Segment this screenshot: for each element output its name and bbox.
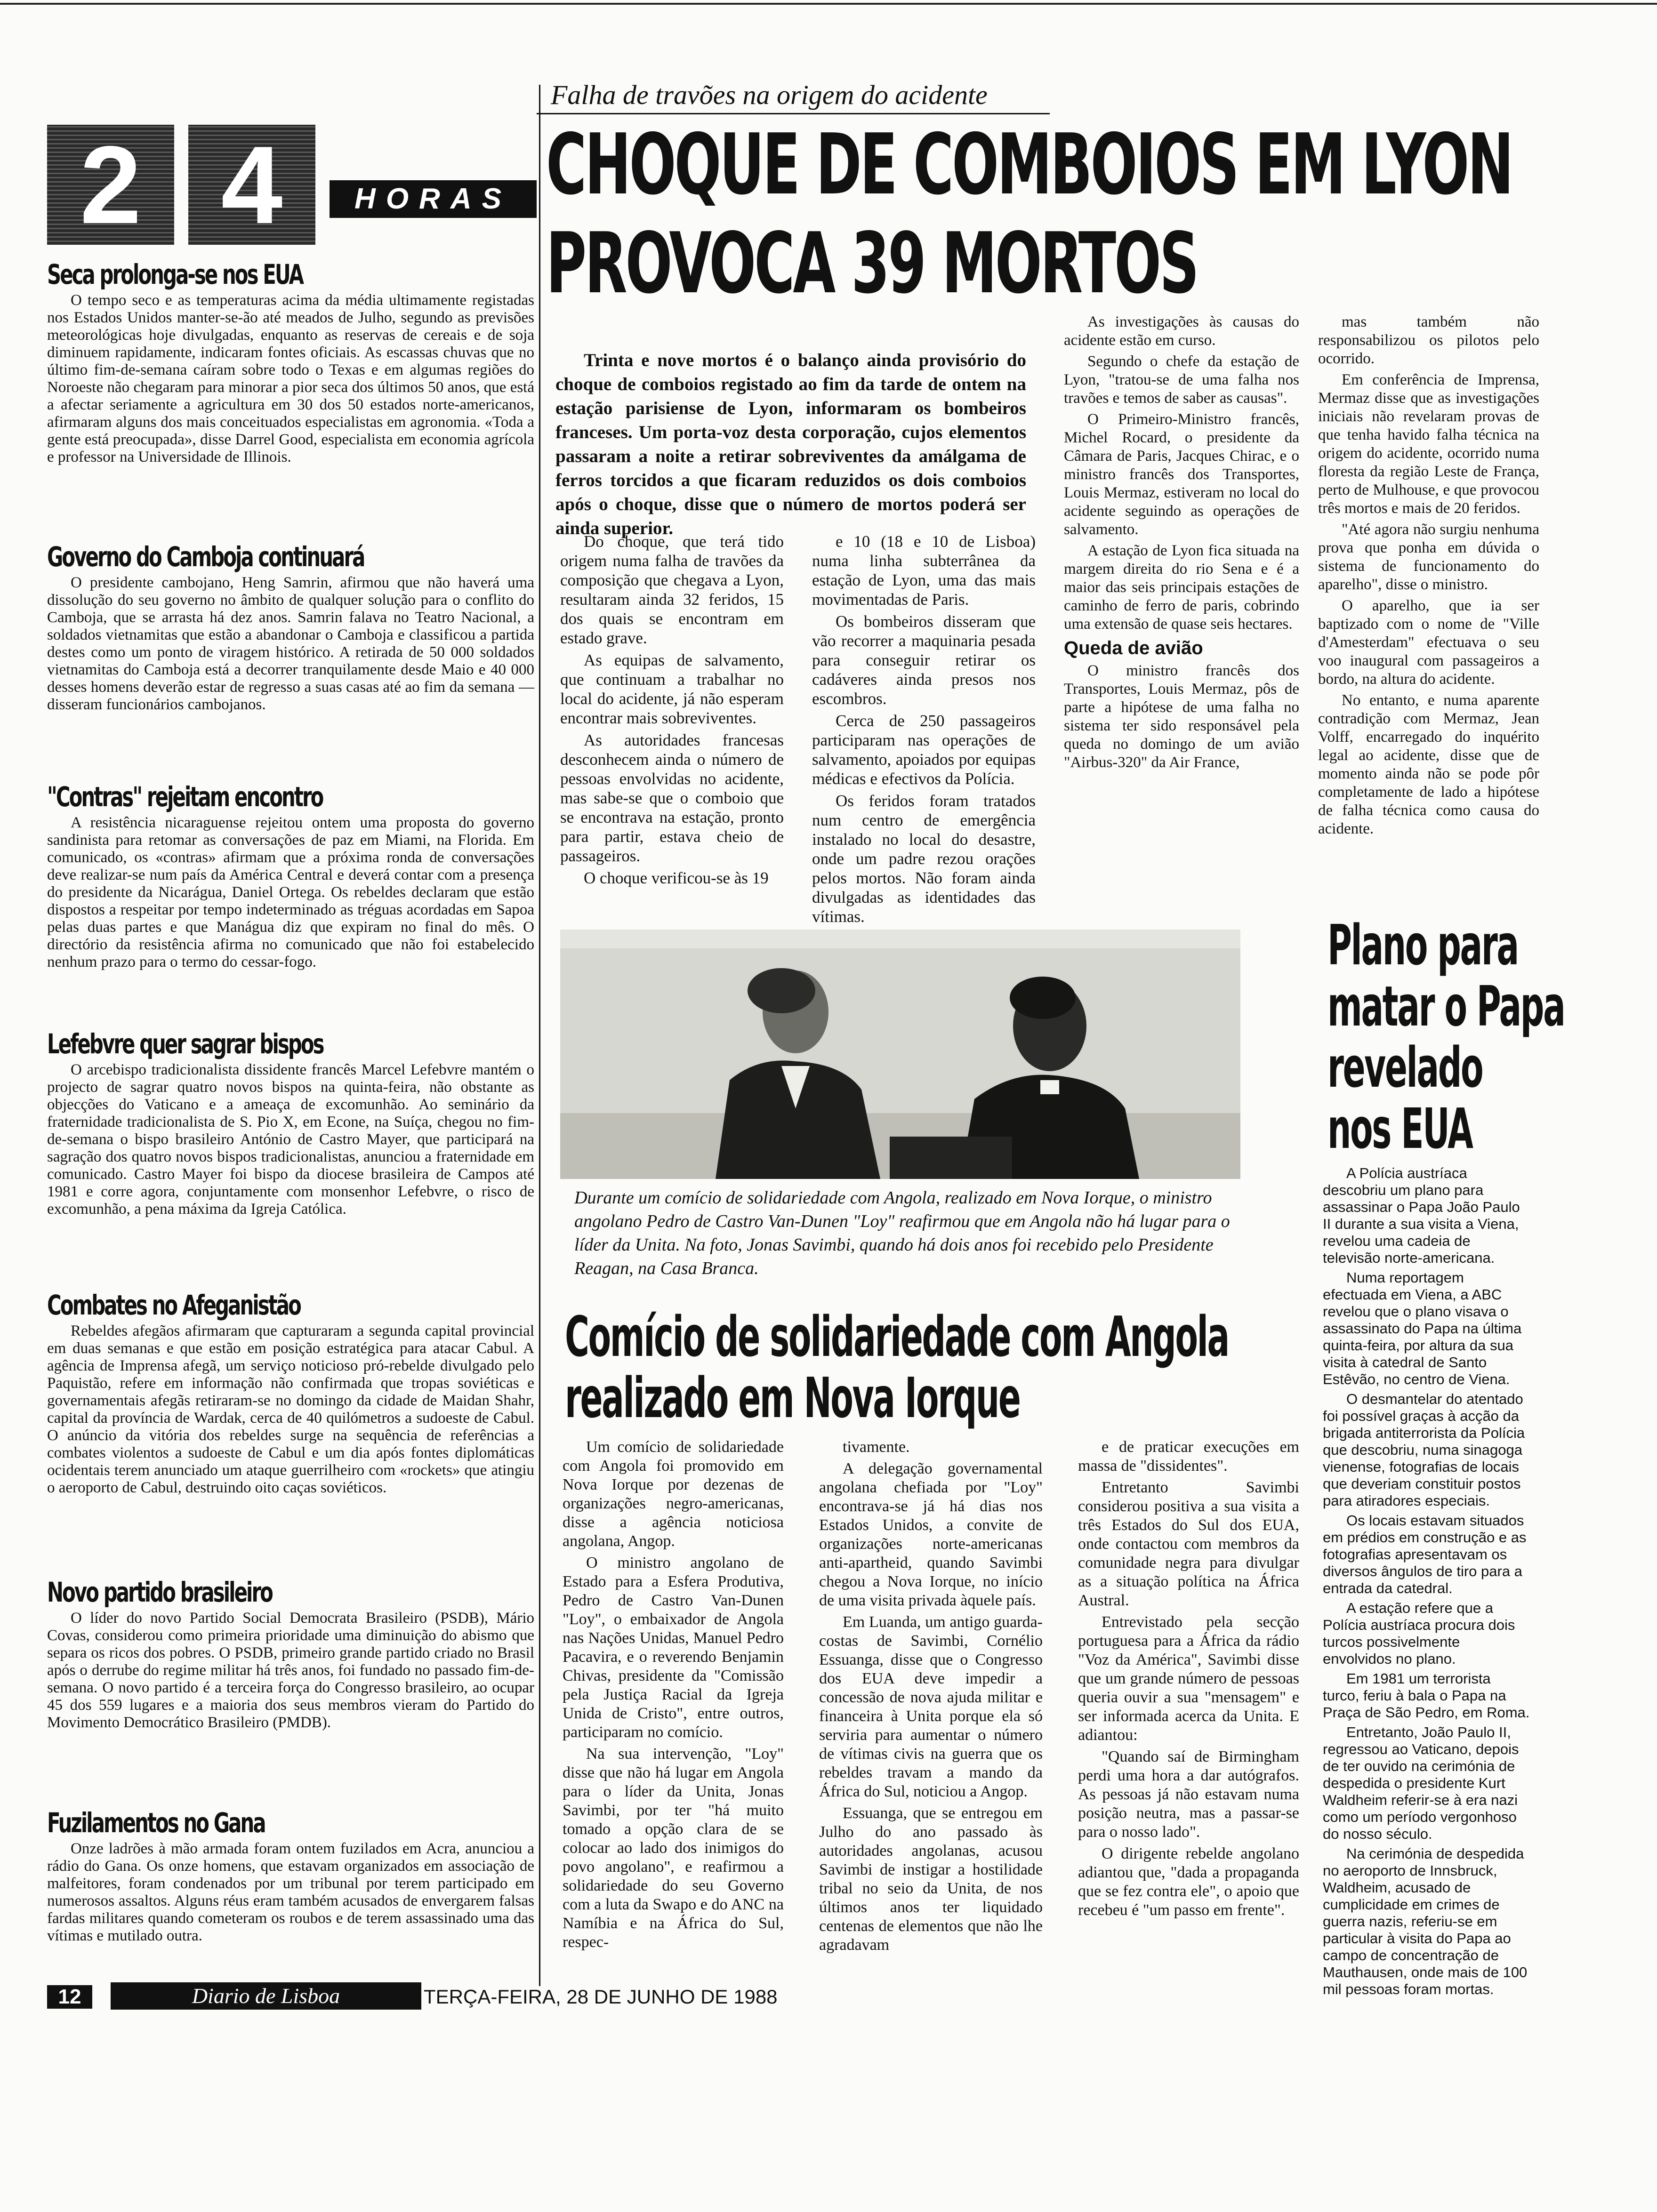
logo-label: HORAS xyxy=(330,180,537,218)
papa-headline-line-3: revelado xyxy=(1327,1035,1483,1100)
left-story-5 xyxy=(47,1290,534,1497)
paragraph: O desmantelar do atentado foi possível graças à acção da brigada antiterrorista da Polícia que descobriu, numa sinagoga vienense, fotografias de locais que deveriam constituir postos para atiradores especiais. xyxy=(1323,1391,1525,1509)
column-rule xyxy=(539,85,540,1986)
angola-column-1 xyxy=(563,1438,784,1955)
left-story-body: A resistência nicaraguense rejeitou ontem uma proposta do governo sandinista para retomar as conversações de paz em Miami, na Florida. Em comunicado, os «contras» afirmam que a próxima ronda de conversações deve realizar-se num país da América Central e deverá contar com a presença do presidente da Nicarágua, Daniel Ortega. Os rebeldes declaram que estão dispostos a respeitar por tempo indeterminado as tréguas acordadas em Sapoa pelas duas partes e que Manágua diz que expiram no final do mês. O directório da resistência afirma no comunicado que não foi estabelecido nenhum prazo para o termo do cessar-fogo. xyxy=(47,814,534,970)
paragraph: Cerca de 250 passageiros participaram nas operações de salvamento, apoiados por equipas médicas e efectivos da Polícia. xyxy=(812,712,1036,788)
angola-column-2 xyxy=(819,1438,1043,1957)
left-story-headline: Seca prolonga-se nos EUA xyxy=(47,258,303,290)
paragraph: A estação de Lyon fica situada na margem direita do rio Sena e é a maior das seis principais estações de caminho de ferro de paris, cobrindo uma extensão de quase seis hectares. xyxy=(1064,542,1299,633)
papa-column xyxy=(1323,1165,1530,2001)
photo-caption: Durante um comício de solidariedade com Angola, realizado em Nova Iorque, o ministro angolano Pedro de Castro Van-Dunen "Loy" reafirmou que em Angola não há lugar para o líder da Unita. Na foto, Jonas Savimbi, quando há dois anos foi recebido pelo Presidente Reagan, na Casa Branca. xyxy=(574,1188,1230,1278)
main-lead: Trinta e nove mortos é o balanço ainda provisório do choque de comboios registado ao fim da tarde de ontem na estação parisiense de Lyon, informaram os bombeiros franceses. Um porta-voz desta corporação, cujos elementos passaram a noite a retirar sobreviventes da amálgama de ferros torcidos a que ficaram reduzidos os dois comboios após o choque, disse que o número de mortos poderá ser ainda superior. xyxy=(555,350,1026,538)
paragraph: Na cerimónia de despedida no aeroporto de Innsbruck, Waldheim, acusado de cumplicidade em crimes de guerra nazis, referiu-se em particular à visita do Papa ao campo de concentração de Mauthausen, onde mais de 100 mil pessoas foram mortas. xyxy=(1323,1845,1528,1997)
paragraph: tivamente. xyxy=(843,1438,910,1456)
paragraph: mas também não responsabilizou os pilotos pelo ocorrido. xyxy=(1318,313,1539,367)
main-headline-line-2: PROVOCA 39 MORTOS xyxy=(546,215,1198,312)
paragraph: A delegação governamental angolana chefiada por "Loy" encontrava-se já há dias nos Estados Unidos, a convite de organizações norte-americanas anti-apartheid, quando Savimbi chegou a Nova Iorque, no início de uma visita privada àquele país. xyxy=(819,1460,1043,1609)
left-story-body: O presidente cambojano, Heng Samrin, afirmou que não haverá uma dissolução do seu governo no âmbito de qualquer solução para o conflito do Camboja, que se arrasta há dez anos. Samrin falava no Teatro Nacional, a soldados vietnamitas que estão a abandonar o Camboja e classificou a partida destes como um ponto de viragem histórico. A retirada de 50 000 soldados vietnamitas do Camboja está a decorrer tranquilamente desde Maio e 40 000 desses homens deverão estar de regresso a suas casas até ao fim da semana — disseram funcionários cambojanos. xyxy=(47,574,534,713)
paragraph: As equipas de salvamento, que continuam a trabalhar no local do acidente, já não esperam encontrar mais sobreviventes. xyxy=(560,651,784,727)
left-story-body: O arcebispo tradicionalista dissidente francês Marcel Lefebvre mantém o projecto de sagrar quatro novos bispos na quinta-feira, não obstante as objecções do Vaticano e a ameaça de excomunhão. Ao seminário da fraternidade tradicionalista de S. Pio X, em Econe, na Suíça, chegou no fim-de-semana o bispo brasileiro António de Castro Mayer, que participará na sagração dos quatro novos bispos tradicionalistas, anunciou a fraternidade em comunicado. Castro Mayer foi bispo da diocese brasileira de Campos até 1981 e corre agora, conjuntamente com monsenhor Lefebvre, o risco de excomunhão, a pena máxima da Igreja Católica. xyxy=(47,1061,534,1218)
paragraph: As investigações às causas do acidente estão em curso. xyxy=(1064,313,1299,349)
paragraph: Os bombeiros disseram que vão recorrer a maquinaria pesada para conseguir retirar os cadáveres ainda presos nos escombros. xyxy=(812,612,1036,708)
paragraph: O ministro francês dos Transportes, Louis Mermaz, pôs de parte a hipótese de uma falha no sistema ter sido responsável pela queda no domingo de um avião "Airbus-320" da Air France, xyxy=(1064,662,1299,771)
left-story-body: O tempo seco e as temperaturas acima da média ultimamente registadas nos Estados Unidos manter-se-ão até meados de Julho, segundo as previsões meteorológicas hoje divulgadas, enquanto as reservas de cereais e de soja diminuem rapidamente, indicaram fontes oficiais. As escassas chuvas que no último fim-de-semana caíram sobre todo o Texas e em algumas regiões do Noroeste não chegaram para minorar a pior seca dos últimos 50 anos, que está a afectar seriamente a agricultura em 30 dos 50 estados norte-americanos, afirmaram alguns dos mais conceituados especialistas em agronomia. «Toda a gente está preocupada», disse Darrel Good, especialista em economia agrícola e professor na Universidade de Illinois. xyxy=(47,292,534,465)
paragraph: No entanto, e numa aparente contradição com Mermaz, Jean Volff, encarregado do inquérito legal ao acidente, disse que de momento ainda não se pode pôr completamente de lado a hipótese de falha técnica como causa do acidente. xyxy=(1318,692,1539,837)
section-logo xyxy=(47,125,534,245)
paragraph: Em Luanda, um antigo guarda-costas de Savimbi, Cornélio Essuanga, disse que o Congresso dos EUA deve impedir a concessão de nova ajuda militar e financeira à Unita porque ela só serviria para aumentar o número de vítimas civis na guerra que os rebeldes travam a mando da África do Sul, noticiou a Angop. xyxy=(819,1613,1043,1800)
main-column-2 xyxy=(812,532,1036,929)
left-story-body: Onze ladrões à mão armada foram ontem fuzilados em Acra, anunciou a rádio do Gana. Os onze homens, que estavam organizados em associação de malfeitores, foram condenados por um tribunal por terem participado em numerosos assaltos. Alguns réus eram também acusados de envergarem falsas fardas militares quando cometeram os roubos e de terem assassinado uma das vítimas e mutilado outra. xyxy=(47,1840,534,1944)
paragraph: Entretanto Savimbi considerou positiva a sua visita a três Estados do Sul dos EUA, onde contactou com membros da comunidade negra para divulgar as a situação política na África Austral. xyxy=(1078,1479,1299,1609)
photo-illustration xyxy=(560,930,1240,1179)
paragraph: Essuanga, que se entregou em Julho do ano passado às autoridades angolanas, acusou Savimbi de instigar a hostilidade tribal no seio da Unita, de nos últimos anos ter liquidado centenas de elementos que não lhe agradavam xyxy=(819,1804,1043,1954)
main-column-4 xyxy=(1318,313,1539,841)
left-story-headline: Lefebvre quer sagrar bispos xyxy=(47,1028,323,1060)
left-story-2 xyxy=(47,541,534,713)
paragraph: Numa reportagem efectuada em Viena, a ABC revelou que o plano visava o assassinato do Papa na última quinta-feira, por altura da sua visita à catedral de Santo Estêvão, no centro de Viena. xyxy=(1323,1269,1522,1387)
left-story-headline: Fuzilamentos no Gana xyxy=(47,1807,265,1839)
paragraph: O dirigente rebelde angolano adiantou que, "dada a propaganda que se fez contra ele", o apoio que recebeu é "um passo em frente". xyxy=(1078,1845,1299,1919)
paragraph: e 10 (18 e 10 de Lisboa) numa linha subterrânea da estação de Lyon, uma das mais movimentadas de Paris. xyxy=(812,532,1036,609)
paragraph: Os feridos foram tratados num centro de emergência instalado no local do desastre, onde um padre rezou orações pelos mortos. Não foram ainda divulgadas as identidades das vítimas. xyxy=(812,792,1036,926)
left-story-3 xyxy=(47,781,534,971)
main-kicker: Falha de travões na origem do acidente xyxy=(551,80,988,110)
logo-digit-1: 2 xyxy=(47,125,174,245)
page-footer xyxy=(47,1981,778,2011)
papa-headline-line-1: Plano para xyxy=(1327,913,1518,978)
paragraph: A Polícia austríaca descobriu um plano para assassinar o Papa João Paulo II durante a sua visita a Viena, revelou uma cadeia de televisão norte-americana. xyxy=(1323,1165,1520,1266)
angola-headline-line-2: realizado em Nova Iorque xyxy=(565,1365,1020,1430)
paragraph: e de praticar execuções em massa de "dissidentes". xyxy=(1078,1438,1299,1475)
paragraph: Entrevistado pela secção portuguesa para a África da rádio "Voz da América", Savimbi disse que um grande número de pessoas queria ouvir a sua "mensagem" e ser informada acerca da Unita. E adiantou: xyxy=(1078,1613,1299,1744)
main-column-1 xyxy=(560,532,784,890)
paragraph: Do choque, que terá tido origem numa falha de travões da composição que chegava a Lyon, resultaram ainda 32 feridos, 15 dos quais se encontram em estado grave. xyxy=(560,532,784,647)
left-story-7 xyxy=(47,1807,534,1945)
left-story-headline: Governo do Camboja continuará xyxy=(47,541,364,573)
main-headline-line-1: CHOQUE DE COMBOIOS EM LYON xyxy=(546,116,1512,213)
paragraph: Em conferência de Imprensa, Mermaz disse que as investigações iniciais não revelaram provas de que tenha havido falha técnica na origem do acidente, ocorrido numa floresta da região Leste de França, perto de Mulhouse, e que provocou três mortos e mais de 20 feridos. xyxy=(1318,371,1539,517)
paragraph: Segundo o chefe da estação de Lyon, "tratou-se de uma falha nos travões e temos de saber as causas". xyxy=(1064,353,1299,407)
left-story-headline: Combates no Afeganistão xyxy=(47,1289,300,1321)
paragraph: O aparelho, que ia ser baptizado com o nome de "Ville d'Amesterdam" efectuava o seu voo inaugural com passageiros a bordo, na altura do acidente. xyxy=(1318,597,1539,688)
page-number: 12 xyxy=(47,1985,92,2009)
logo-digit-2: 4 xyxy=(188,125,315,245)
main-column-3 xyxy=(1064,313,1299,775)
paragraph: Entretanto, João Paulo II, regressou ao Vaticano, depois de ter ouvido na cerimónia de despedida o presidente Kurt Waldheim referir-se à era nazi como um período vergonhoso do nosso século. xyxy=(1323,1724,1519,1842)
paragraph: A estação refere que a Polícia austríaca procura dois turcos possivelmente envolvidos no plano. xyxy=(1323,1600,1515,1667)
paragraph: Em 1981 um terrorista turco, feriu à bala o Papa na Praça de São Pedro, em Roma. xyxy=(1323,1670,1530,1721)
left-story-4 xyxy=(47,1028,534,1218)
papa-headline-line-2: matar o Papa xyxy=(1327,974,1565,1039)
paragraph: "Até agora não surgiu nenhuma prova que ponha em dúvida o sistema de funcionamento do aparelho", disse o ministro. xyxy=(1318,521,1539,593)
angola-column-3 xyxy=(1078,1438,1299,1923)
left-story-headline: Novo partido brasileiro xyxy=(47,1576,272,1608)
left-story-body: Rebeldes afegãos afirmaram que capturaram a segunda capital provincial em duas semanas e que estão em posição estratégica para atacar Cabul. A agência de Imprensa afegã, um serviço noticioso pró-rebelde divulgado pelo Paquistão, refere em informação não confirmada que tropas soviéticas e governamentais afegãs retiraram-se no domingo da cidade de Maidan Shahr, capital da província de Wardak, cerca de 40 quilómetros a sudoeste de Cabul. O anúncio da vitória dos rebeldes surge na sequência de referências a combates violentos a sudoeste de Cabul e um dia após fontes diplomáticas ocidentais terem anunciado um ataque guerrilheiro com «rockets» que atingiu o aeroporto de Cabul, destruindo oito caças soviéticos. xyxy=(47,1322,534,1496)
left-story-6 xyxy=(47,1577,534,1731)
left-story-headline: "Contras" rejeitam encontro xyxy=(47,781,323,813)
news-photo xyxy=(560,930,1240,1179)
paragraph: Na sua intervenção, "Loy" disse que não há lugar em Angola para o líder da Unita, Jonas Savimbi, por ter "há muito tomado a opção clara de se colocar ao lado dos inimigos do povo angolano", e reafirmou a solidariedade do seu Governo com a luta da Swapo e do ANC na Namíbia e na África do Sul, respec- xyxy=(563,1745,784,1951)
angola-headline-line-1: Comício de solidariedade com Angola xyxy=(565,1304,1229,1369)
issue-date: TERÇA-FEIRA, 28 DE JUNHO DE 1988 xyxy=(424,1986,778,2008)
top-rule xyxy=(0,3,1657,5)
newspaper-name: Diario de Lisboa xyxy=(111,1982,421,2010)
papa-headline-line-4: nos EUA xyxy=(1327,1096,1472,1161)
paragraph: Os locais estavam situados em prédios em construção e as fotografias apresentavam os diversos ângulos de tiro para a entrada da catedral. xyxy=(1323,1512,1527,1596)
paragraph: "Quando saí de Birmingham perdi uma hora a dar autógrafos. As pessoas já não estavam numa posição neutra, mas a passar-se para o nosso lado". xyxy=(1078,1748,1299,1841)
subheading: Queda de avião xyxy=(1064,638,1203,658)
paragraph: O choque verificou-se às 19 xyxy=(584,869,769,887)
paragraph: O ministro angolano de Estado para a Esfera Produtiva, Pedro de Castro Van-Dunen "Loy", o embaixador de Angola nas Nações Unidas, Manuel Pedro Pacavira, e o reverendo Benjamin Chivas, presidente da "Comissão pela Justiça Racial da Igreja Unida de Cristo", entre outros, participaram no comício. xyxy=(563,1554,784,1741)
paragraph: O Primeiro-Ministro francês, Michel Rocard, o presidente da Câmara de Paris, Jacques Chirac, e o ministro francês dos Transportes, Louis Mermaz, estiveram no local do acidente seguindo as operações de salvamento. xyxy=(1064,411,1299,538)
paragraph: Um comício de solidariedade com Angola foi promovido em Nova Iorque por dezenas de organizações negro-americanas, disse a agência noticiosa angolana, Angop. xyxy=(563,1438,784,1550)
kicker-rule xyxy=(537,113,1050,114)
left-story-body: O líder do novo Partido Social Democrata Brasileiro (PSDB), Mário Covas, considerou como primeira prioridade uma diminuição do abismo que separa os ricos dos pobres. O PSDB, primeiro grande partido criado no Brasil após o derrube do regime militar há três anos, foi fundado no passado fim-de-semana. O novo partido é a terceira força do Congresso brasileiro, ao ocupar 45 dos 559 lugares e a maioria dos seus membros vieram do Partido do Movimento Democrático Brasileiro (PMDB). xyxy=(47,1610,534,1731)
paragraph: As autoridades francesas desconhecem ainda o número de pessoas envolvidas no acidente, mas sabe-se que o comboio que se encontrava na estação, pronto para partir, estava cheio de passageiros. xyxy=(560,731,784,865)
left-story-1 xyxy=(47,259,534,466)
